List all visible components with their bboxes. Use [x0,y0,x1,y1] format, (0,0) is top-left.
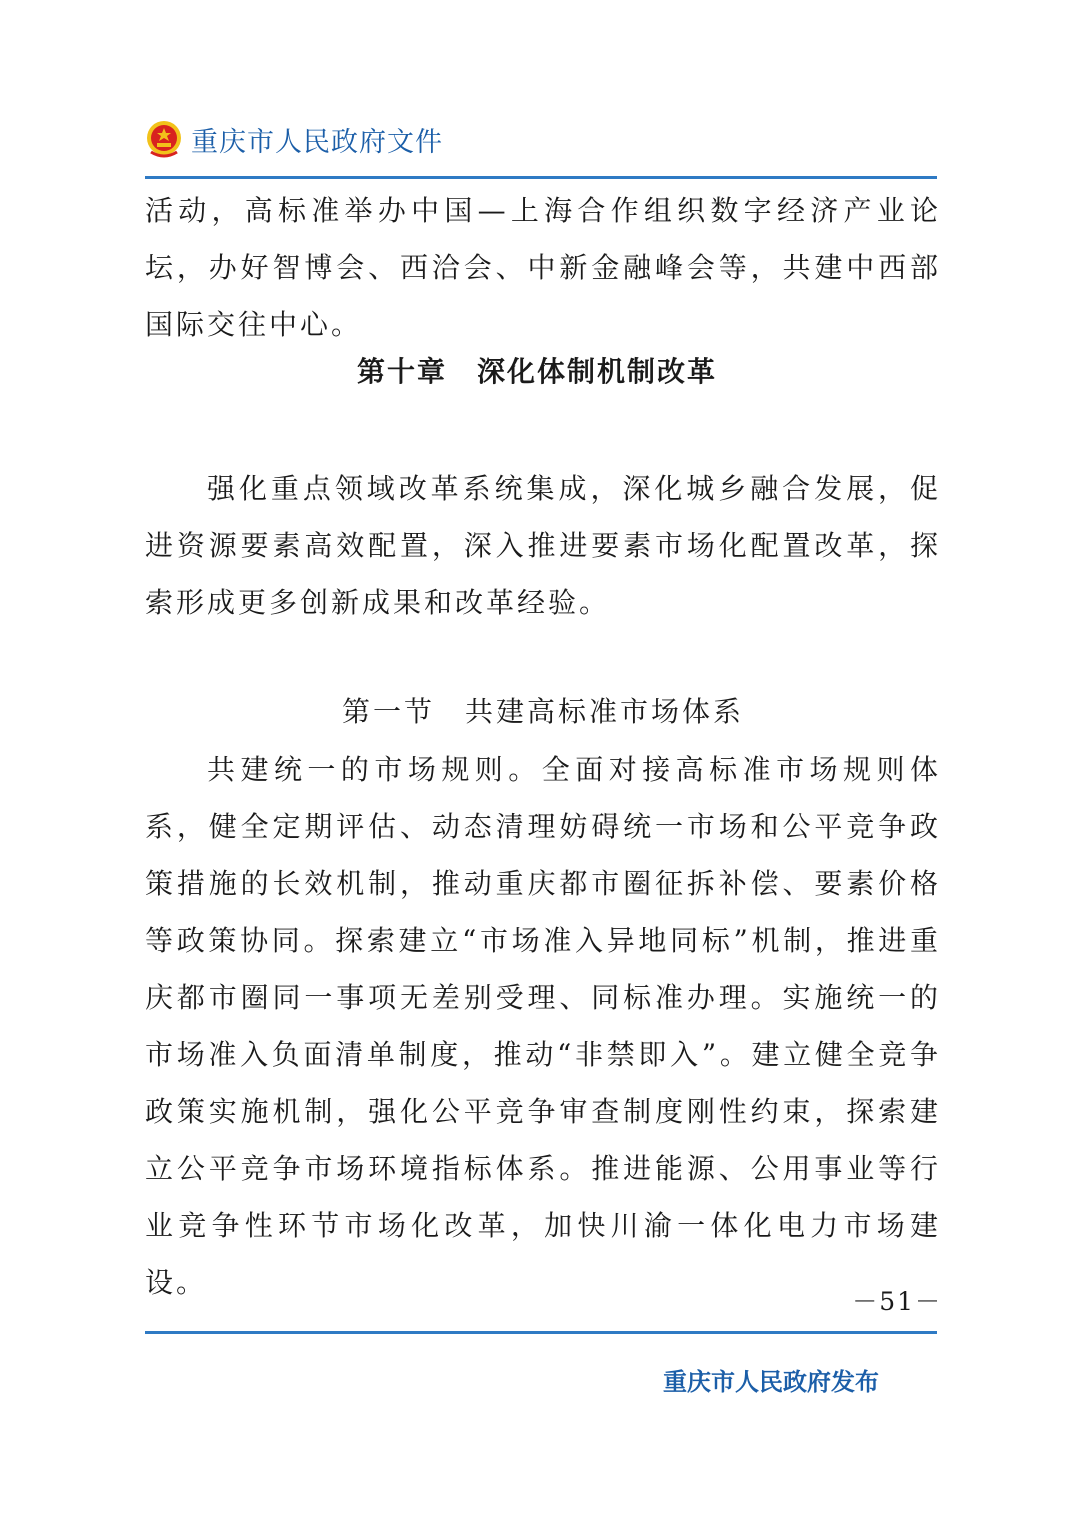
chapter-heading [0,350,1074,390]
continued-paragraph: 活动，高标准举办中国—上海合作组织数字经济产业论坛，办好智博会、西洽会、中新金融峰会等，共建中西部国际交往中心。 [145,194,941,341]
header-title: 重庆市人民政府文件 [191,126,443,158]
chapter-title: 深化体制机制改革 [477,355,718,388]
section-number: 第一节 [341,695,435,728]
section-title: 共建高标准市场体系 [465,695,745,728]
chapter-intro-paragraph: 强化重点领域改革系统集成，深化城乡融合发展，促进资源要素高效配置，深入推进要素市场化配置改革，探索形成更多创新成果和改革经验。 [145,472,941,619]
document-header [145,118,443,160]
section-heading [0,690,1074,730]
section-paragraph: 共建统一的市场规则。全面对接高标准市场规则体系，健全定期评估、动态清理妨碍统一市场和公平竞争政策措施的长效机制，推动重庆都市圈征拆补偿、要素价格等政策协同。探索建立“市场准入异地同标”机制，推进重庆都市圈同一事项无差别受理、同标准办理。实施统一的市场准入负面清单制度，推动“非禁即入”。建立健全竞争政策实施机制，强化公平竞争审查制度刚性约束，探索建立公平竞争市场环境指标体系。推进能源、公用事业等行业竞争性环节市场化改革，加快川渝一体化电力市场建设。 [145,753,941,1299]
national-emblem-icon [145,118,183,160]
chapter-number: 第十章 [356,355,447,388]
footer-divider [145,1331,937,1334]
page-number: －51－ [852,1287,942,1316]
footer-publisher: 重庆市人民政府发布 [663,1368,879,1396]
header-divider [145,176,937,179]
